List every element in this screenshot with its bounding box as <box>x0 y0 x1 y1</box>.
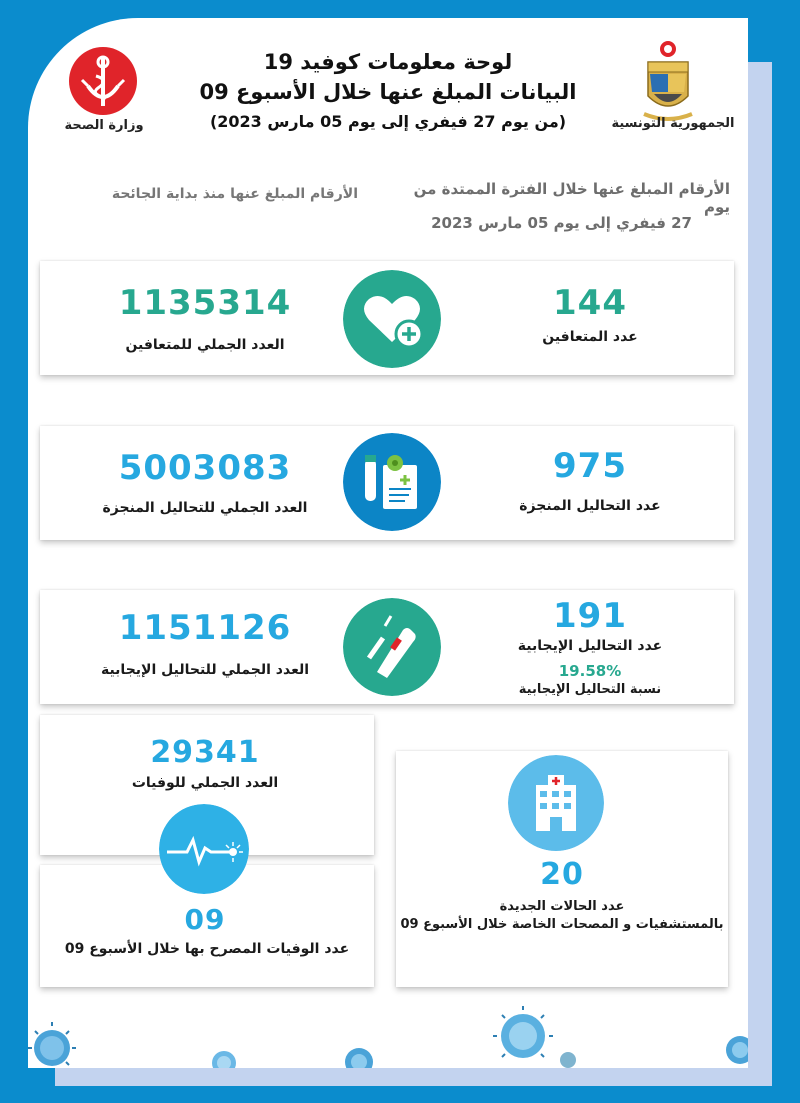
recovered-card <box>40 261 734 375</box>
hospital-icon <box>508 755 604 851</box>
republic-label: الجمهورية التونسية <box>611 116 735 131</box>
test-tube-virus-icon <box>343 433 441 531</box>
tests-card <box>40 426 734 540</box>
total-tests-label: العدد الجملي للتحاليل المنجزة <box>102 500 308 516</box>
date-range: (من يوم 27 فيفري إلى يوم 05 مارس 2023) <box>209 112 567 131</box>
coronavirus-icon <box>28 1020 88 1068</box>
coronavirus-icon <box>204 1043 244 1068</box>
total-recovered-label: العدد الجملي للمتعافين <box>125 337 285 353</box>
total-recovered-value: 1135314 <box>118 283 292 323</box>
weekly-deaths-label: عدد الوفيات المصرح بها خلال الأسبوع 09 <box>64 941 350 957</box>
weekly-deaths-value: 09 <box>184 903 226 936</box>
coronavirus-icon <box>556 1048 580 1068</box>
hospital-card <box>396 751 728 987</box>
weekly-recovered-label: عدد المتعافين <box>542 329 638 345</box>
weekly-recovered-value: 144 <box>553 283 627 323</box>
heart-plus-icon <box>343 270 441 368</box>
weekly-positives-label: عدد التحاليل الإيجابية <box>517 638 663 654</box>
total-positives-value: 1151126 <box>118 608 292 648</box>
hospital-cases-sublabel: بالمستشفيات و المصحات الخاصة خلال الأسبوع 09 <box>400 917 724 932</box>
dashboard-subtitle: البيانات المبلغ عنها خلال الأسبوع 09 <box>199 80 577 104</box>
dashboard-title: لوحة معلومات كوفيد 19 <box>263 50 513 74</box>
dashboard-sheet <box>28 18 748 1068</box>
hospital-cases-value: 20 <box>540 857 584 892</box>
cumulative-section-heading: الأرقام المبلغ عنها منذ بداية الجائحة <box>111 186 358 202</box>
positivity-rate-value: 19.58% <box>558 662 622 680</box>
hospital-cases-label: عدد الحالات الجديدة <box>499 899 625 914</box>
weekly-positives-value: 191 <box>553 596 627 636</box>
coronavirus-icon <box>493 1006 553 1068</box>
weekly-section-dates: 27 فيفري إلى يوم 05 مارس 2023 <box>431 214 692 232</box>
ministry-of-health-logo-icon <box>68 46 138 116</box>
heartbeat-line-icon <box>159 804 249 894</box>
weekly-tests-value: 975 <box>553 446 627 486</box>
total-tests-value: 5003083 <box>118 448 292 488</box>
coronavirus-icon <box>334 1040 384 1068</box>
total-deaths-label: العدد الجملي للوفيات <box>131 775 279 791</box>
positivity-rate-label: نسبة التحاليل الإيجابية <box>518 682 662 697</box>
weekly-section-heading: الأرقام المبلغ عنها خلال الفترة الممتدة من يوم <box>413 180 730 216</box>
positives-card <box>40 590 734 704</box>
total-positives-label: العدد الجملي للتحاليل الإيجابية <box>100 662 310 678</box>
total-deaths-value: 29341 <box>150 735 260 770</box>
ministry-label: وزارة الصحة <box>64 118 144 133</box>
coronavirus-icon <box>718 1028 748 1068</box>
rapid-test-icon <box>343 598 441 696</box>
tunisia-coat-of-arms-icon <box>640 40 696 124</box>
weekly-tests-label: عدد التحاليل المنجزة <box>519 498 661 514</box>
